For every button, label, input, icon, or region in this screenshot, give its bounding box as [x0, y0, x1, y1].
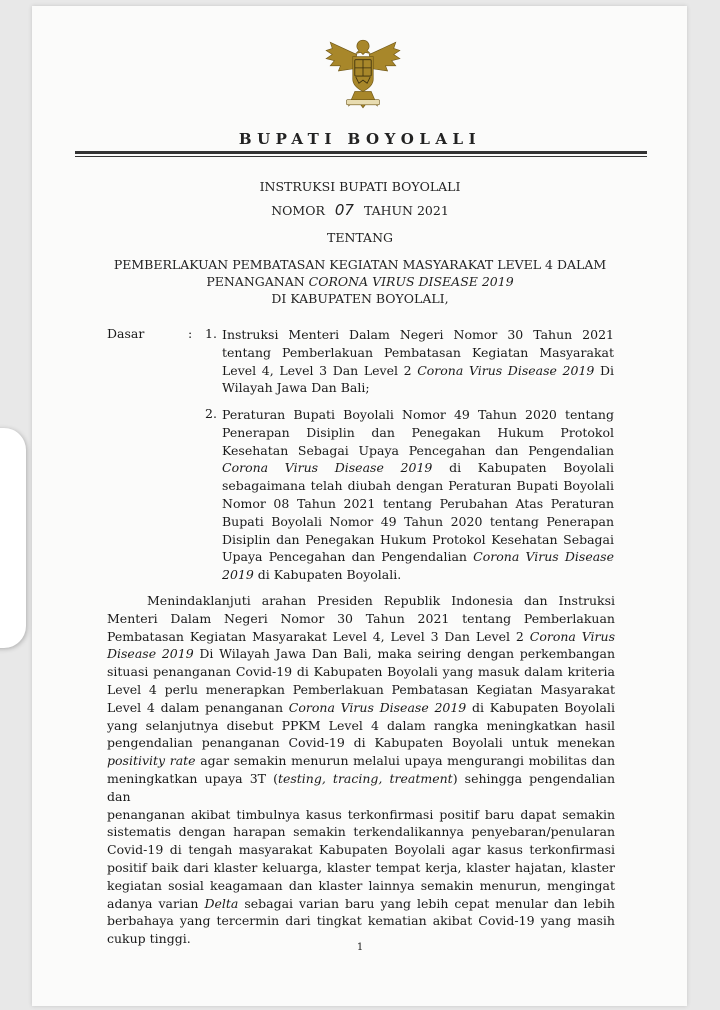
- header-rule-thin: [75, 156, 647, 157]
- garuda-emblem-icon: [322, 32, 404, 114]
- header-rule-thick: [75, 151, 647, 154]
- subject-line-2: PENANGANAN CORONA VIRUS DISEASE 2019: [206, 274, 514, 289]
- dasar-label: Dasar: [107, 326, 145, 341]
- office-title: BUPATI BOYOLALI: [238, 130, 482, 148]
- page-number: 1: [356, 942, 364, 953]
- nomor-suffix: TAHUN 2021: [363, 203, 449, 218]
- dasar-item-1-number: 1.: [205, 326, 217, 341]
- dasar-item-2-number: 2.: [205, 406, 217, 421]
- dasar-item-2: Peraturan Bupati Boyolali Nomor 49 Tahun 2020 tentang Penerapan Disiplin dan Penegakan Hukum Protokol Kesehatan Sebagai Upaya Pencegahan dan Pengendalian Corona Virus Disease 2019 di Kabupaten Boyolali sebagaimana telah diubah dengan Peraturan Bupati Boyolali Nomor 08 Tahun 2021 tentang Perubahan Atas Peraturan Bupati Boyolali Nomor 49 Tahun 2020 tentang Penerapan Disiplin dan Penegakan Hukum Protokol Kesehatan Sebagai Upaya Pencegahan dan Pengendalian Corona Virus Disease 2019 di Kabupaten Boyolali.: [222, 407, 615, 583]
- tentang-heading: TENTANG: [326, 230, 393, 245]
- nomor-handwritten: 07: [334, 201, 354, 219]
- dasar-colon: :: [188, 326, 193, 341]
- instruction-number: [0, 201, 720, 219]
- nomor-prefix: NOMOR: [271, 203, 325, 218]
- instruction-title: INSTRUKSI BUPATI BOYOLALI: [259, 179, 461, 194]
- side-panel-handle[interactable]: [0, 428, 26, 648]
- dasar-item-1: Instruksi Menteri Dalam Negeri Nomor 30 Tahun 2021 tentang Pemberlakuan Pembatasan Kegiatan Masyarakat Level 4, Level 3 Dan Level 2 Corona Virus Disease 2019 Di Wilayah Jawa Dan Bali;: [222, 327, 615, 396]
- subject-line-1: PEMBERLAKUAN PEMBATASAN KEGIATAN MASYARAKAT LEVEL 4 DALAM: [113, 257, 607, 272]
- subject-line-3: DI KABUPATEN BOYOLALI,: [271, 291, 449, 306]
- body-paragraph: Menindaklanjuti arahan Presiden Republik Indonesia dan Instruksi Menteri Dalam Negeri Nomor 30 Tahun 2021 tentang Pemberlakuan Pembatasan Kegiatan Masyarakat Level 4, Level 3 Dan Level 2 Corona Virus Disease 2019 Di Wilayah Jawa Dan Bali, maka seiring dengan perkembangan situasi penanganan Covid-19 di Kabupaten Boyolali yang masuk dalam kriteria Level 4 perlu menerapkan Pemberlakuan Pembatasan Kegiatan Masyarakat Level 4 dalam penanganan Corona Virus Disease 2019 di Kabupaten Boyolali yang selanjutnya disebut PPKM Level 4 dalam rangka meningkatkan hasil pengendalian penanganan Covid-19 di Kabupaten Boyolali untuk menekan positivity rate agar semakin menurun melalui upaya mengurangi mobilitas dan meningkatkan upaya 3T (testing, tracing, treatment) sehingga pengendalian dan penanganan akibat timbulnya kasus terkonfirmasi positif baru dapat semakin sistematis dengan harapan semakin terkendalikannya penyebaran/penularan Covid-19 di tengah masyarakat Kabupaten Boyolali agar kasus terkonfirmasi positif baik dari klaster keluarga, klaster tempat kerja, klaster hajatan, klaster kegiatan sosial keagamaan dan klaster lainnya semakin menurun, mengingat adanya varian Delta sebagai varian baru yang lebih cepat menular dan lebih berbahaya yang tercermin dari tingkat kematian akibat Covid-19 yang masih cukup tinggi.: [107, 593, 616, 947]
